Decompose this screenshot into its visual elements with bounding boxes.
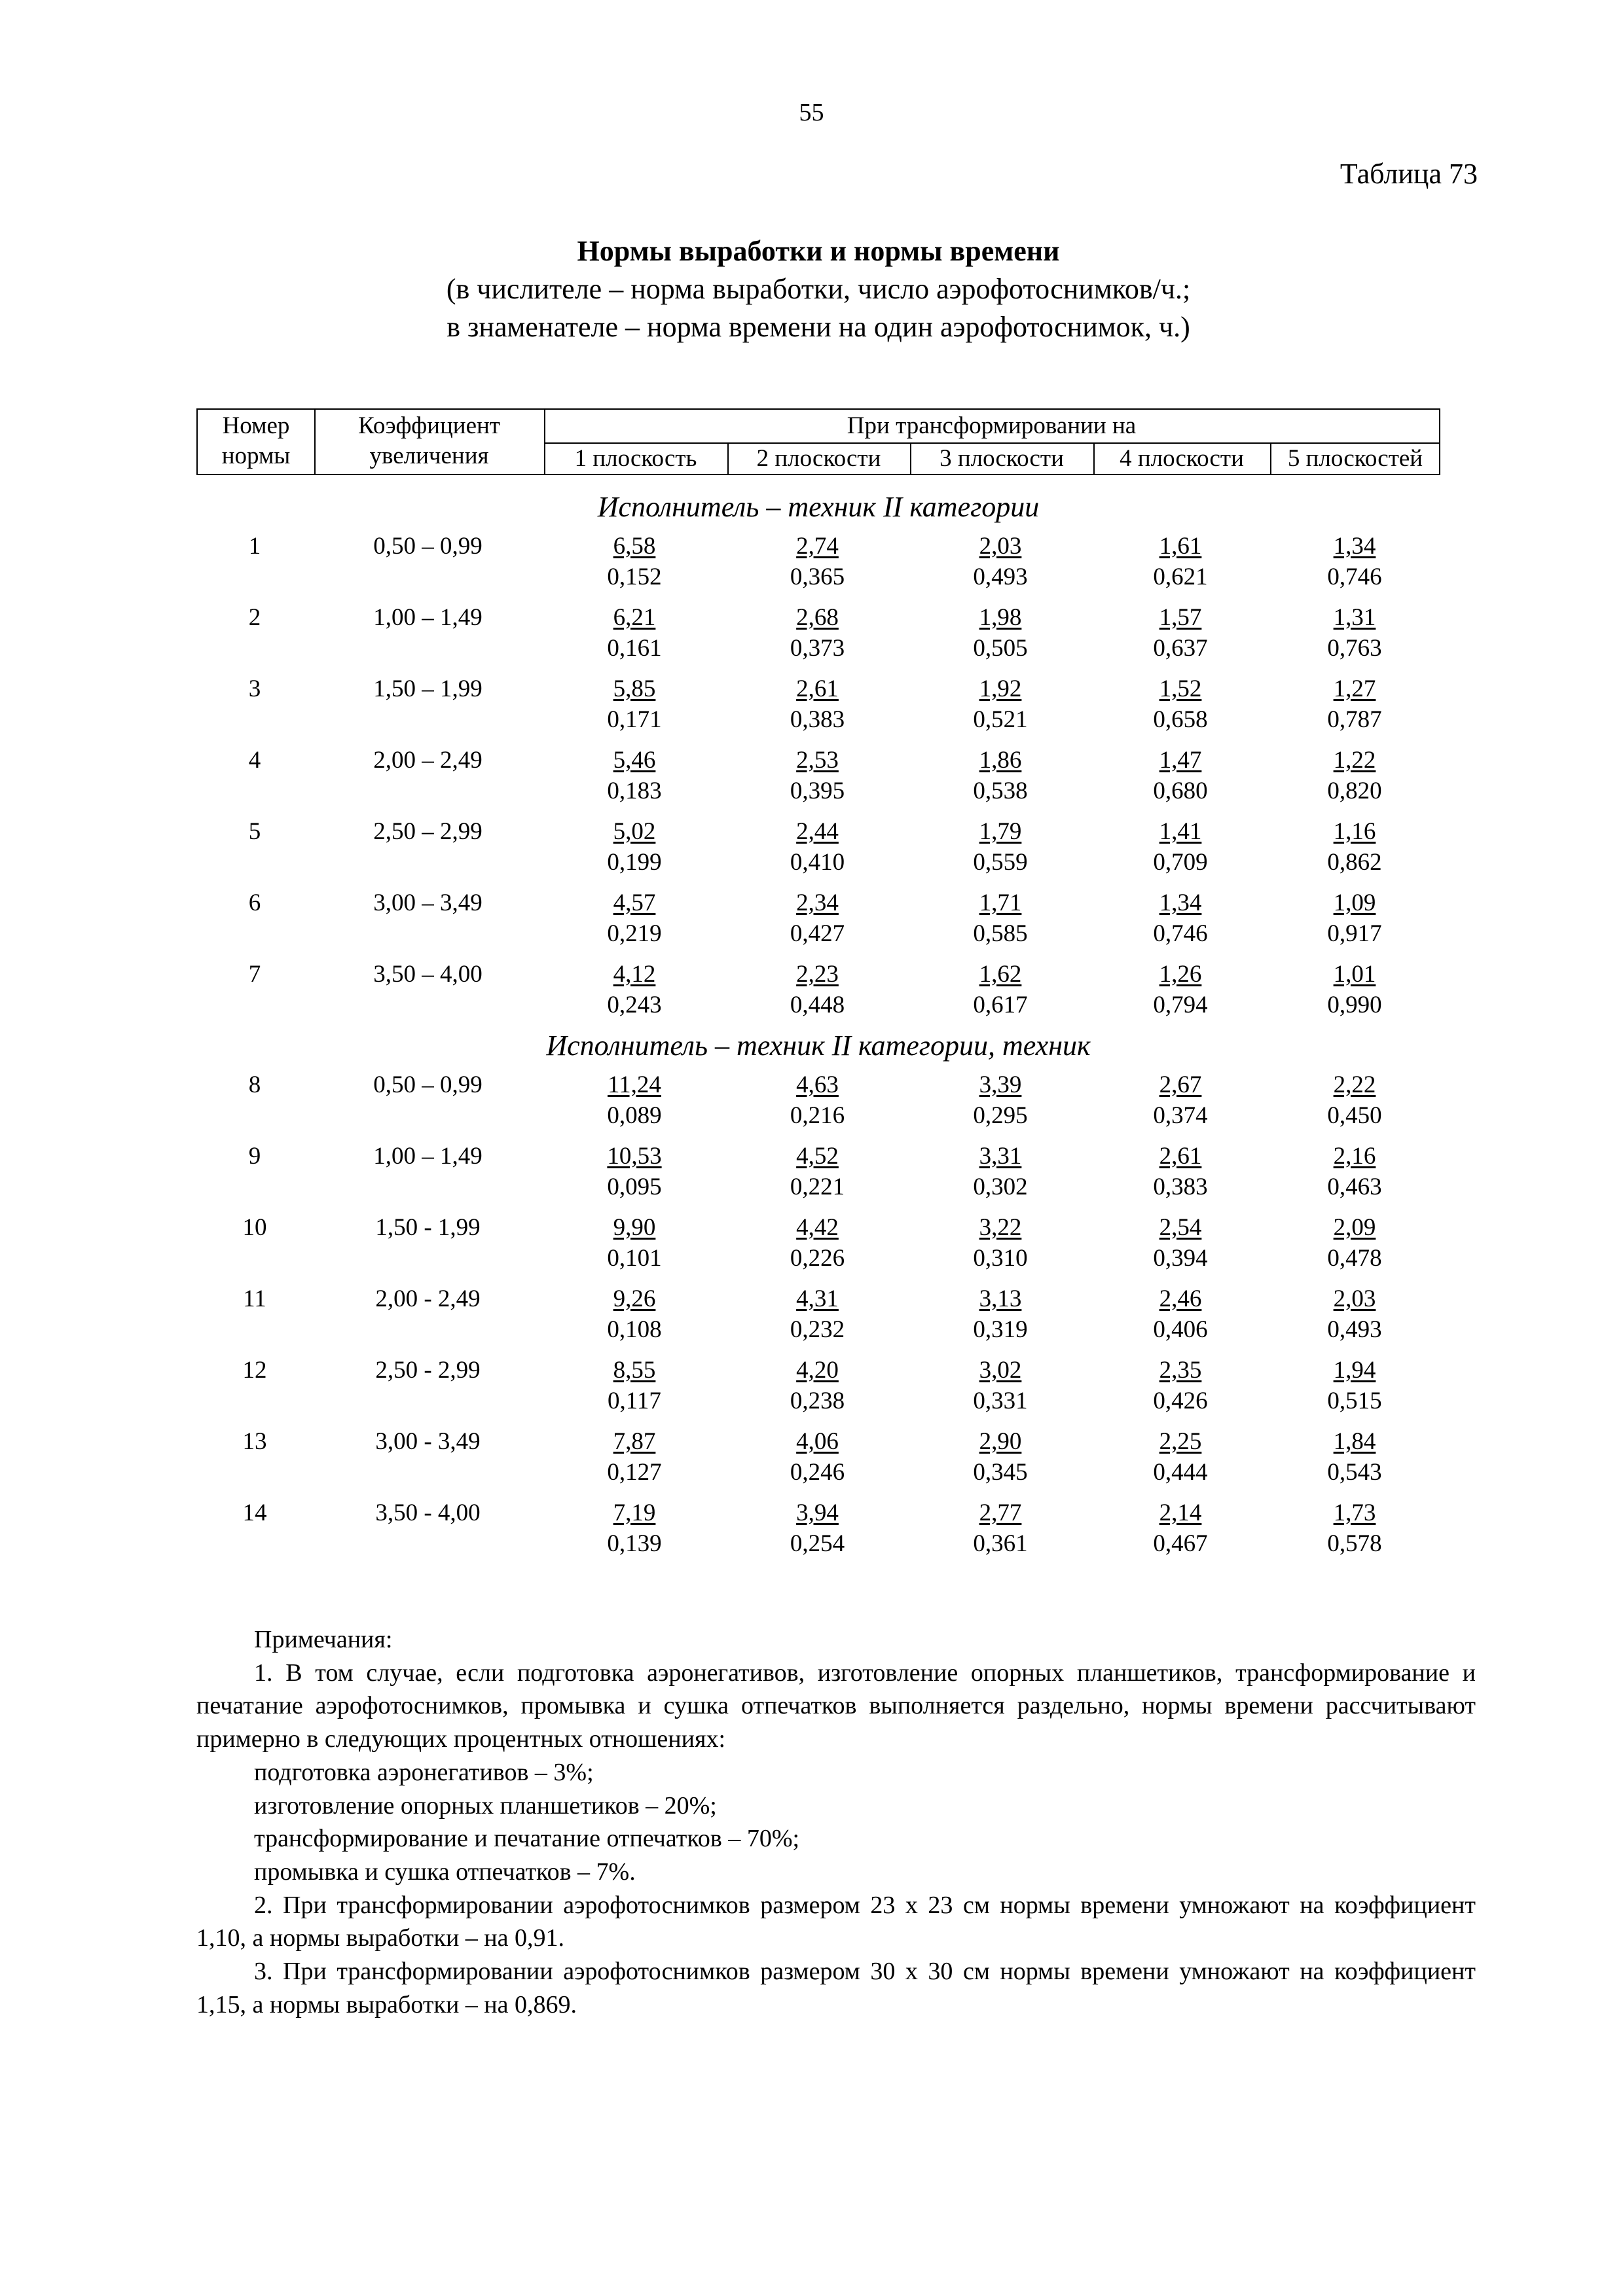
time-norm: 0,221 [790,1174,845,1200]
value-cell [726,1426,909,1488]
time-norm: 0,152 [607,564,662,590]
time-norm: 0,406 [1153,1316,1208,1343]
time-norm: 0,101 [607,1245,662,1272]
value-cell [909,1069,1092,1131]
time-norm: 0,345 [973,1459,1028,1486]
output-norm: 8,55 [613,1357,656,1384]
time-norm: 0,319 [973,1316,1028,1343]
output-norm: 7,19 [613,1499,656,1526]
output-norm: 1,52 [1159,675,1202,702]
value-cell [726,602,909,664]
norms-table [196,408,1440,1557]
output-norm: 1,79 [979,818,1022,845]
value-cell [726,531,909,592]
output-norm: 1,31 [1333,604,1376,631]
value-cell [1269,1426,1440,1488]
header-text: нормы [221,442,291,469]
time-norm: 0,383 [1153,1174,1208,1200]
output-norm: 1,57 [1159,604,1202,631]
value-cell [909,1212,1092,1274]
time-norm: 0,559 [973,849,1028,876]
value-cell [909,1426,1092,1488]
value-cell [1269,531,1440,592]
value-cell [726,1283,909,1345]
time-norm: 0,746 [1153,920,1208,947]
header-planes-2: 2 плоскости [756,445,881,472]
value-cell [726,1355,909,1416]
header-planes-1: 1 плоскость [574,445,697,472]
table-row [196,1498,1440,1563]
value-cell [543,1141,726,1202]
table-row [196,1212,1440,1278]
value-cell [1092,816,1269,878]
value-cell [726,1141,909,1202]
value-cell [543,1426,726,1488]
time-norm: 0,410 [790,849,845,876]
time-norm: 0,295 [973,1102,1028,1129]
output-norm: 1,94 [1333,1357,1376,1384]
time-norm: 0,199 [607,849,662,876]
time-norm: 0,543 [1327,1459,1382,1486]
table-row [196,1283,1440,1349]
value-cell [909,1283,1092,1345]
value-cell [1092,1212,1269,1274]
time-norm: 0,709 [1153,849,1208,876]
output-norm: 1,71 [979,889,1022,916]
norm-number: 3 [248,675,261,702]
value-cell [1092,1141,1269,1202]
time-norm: 0,374 [1153,1102,1208,1129]
value-cell [726,888,909,949]
section-heading: Исполнитель – техник II категории [597,491,1040,523]
output-norm: 2,90 [979,1428,1022,1455]
time-norm: 0,183 [607,778,662,804]
time-norm: 0,578 [1327,1530,1382,1557]
norm-number: 1 [248,533,261,560]
output-norm: 1,84 [1333,1428,1376,1455]
value-cell [543,959,726,1020]
time-norm: 0,383 [790,706,845,733]
output-norm: 7,87 [613,1428,656,1455]
value-cell [1269,959,1440,1020]
table-row [196,745,1440,810]
value-cell [1092,531,1269,592]
time-norm: 0,990 [1327,992,1382,1018]
output-norm: 2,61 [796,675,839,702]
value-cell [1092,1069,1269,1131]
value-cell [543,531,726,592]
output-norm: 1,26 [1159,961,1202,988]
output-norm: 1,34 [1333,533,1376,560]
time-norm: 0,917 [1327,920,1382,947]
output-norm: 1,09 [1333,889,1376,916]
time-norm: 0,463 [1327,1174,1382,1200]
header-planes-3: 3 плоскости [939,445,1064,472]
time-norm: 0,238 [790,1388,845,1414]
output-norm: 1,86 [979,747,1022,774]
time-norm: 0,637 [1153,635,1208,662]
output-norm: 1,73 [1333,1499,1376,1526]
time-norm: 0,395 [790,778,845,804]
value-cell [726,673,909,735]
time-norm: 0,108 [607,1316,662,1343]
header-text: увеличения [369,442,489,469]
output-norm: 1,16 [1333,818,1376,845]
time-norm: 0,219 [607,920,662,947]
time-norm: 0,478 [1327,1245,1382,1272]
time-norm: 0,127 [607,1459,662,1486]
value-cell [1092,602,1269,664]
value-cell [1092,745,1269,806]
time-norm: 0,493 [973,564,1028,590]
value-cell [1269,602,1440,664]
output-norm: 4,42 [796,1214,839,1241]
norm-number: 11 [243,1285,266,1312]
table-row [196,1069,1440,1135]
time-norm: 0,365 [790,564,845,590]
time-norm: 0,746 [1327,564,1382,590]
norm-number: 12 [242,1357,267,1384]
value-cell [1092,673,1269,735]
header-group: При трансформировании на [847,412,1137,439]
output-norm: 2,16 [1333,1143,1376,1170]
output-norm: 4,20 [796,1357,839,1384]
time-norm: 0,515 [1327,1388,1382,1414]
value-cell [1269,1212,1440,1274]
output-norm: 6,21 [613,604,656,631]
value-cell [909,531,1092,592]
output-norm: 1,01 [1333,961,1376,988]
output-norm: 5,85 [613,675,656,702]
header-text: Номер [222,412,290,439]
value-cell [1269,1069,1440,1131]
output-norm: 2,23 [796,961,839,988]
coefficient-range: 0,50 – 0,99 [373,533,483,560]
note-item: трансформирование и печатание отпечатков – 70%; [254,1825,800,1853]
table-row [196,1141,1440,1206]
value-cell [726,1069,909,1131]
time-norm: 0,787 [1327,706,1382,733]
output-norm: 1,22 [1333,747,1376,774]
value-cell [909,745,1092,806]
output-norm: 1,47 [1159,747,1202,774]
value-cell [543,1283,726,1345]
value-cell [1269,745,1440,806]
norm-number: 7 [248,961,261,988]
time-norm: 0,243 [607,992,662,1018]
value-cell [543,1498,726,1559]
table-row [196,1426,1440,1492]
norm-number: 13 [242,1428,267,1455]
output-norm: 3,02 [979,1357,1022,1384]
time-norm: 0,232 [790,1316,845,1343]
subtitle-line: (в числителе – норма выработки, число аэрофотоснимков/ч.; [446,273,1191,305]
coefficient-range: 0,50 – 0,99 [373,1071,483,1098]
output-norm: 2,22 [1333,1071,1376,1098]
value-cell [1092,1355,1269,1416]
output-norm: 2,35 [1159,1357,1202,1384]
title-block [196,232,1440,346]
value-cell [909,602,1092,664]
norm-number: 2 [248,604,261,631]
coefficient-range: 2,00 – 2,49 [373,747,483,774]
norm-number: 10 [242,1214,267,1241]
output-norm: 10,53 [607,1143,662,1170]
section-heading: Исполнитель – техник II категории, техник [546,1030,1091,1062]
coefficient-range: 1,50 – 1,99 [373,675,483,702]
output-norm: 2,74 [796,533,839,560]
output-norm: 2,61 [1159,1143,1202,1170]
time-norm: 0,331 [973,1388,1028,1414]
output-norm: 2,34 [796,889,839,916]
value-cell [909,1498,1092,1559]
page-number: 55 [799,99,824,126]
coefficient-range: 1,00 – 1,49 [373,1143,483,1170]
time-norm: 0,763 [1327,635,1382,662]
value-cell [909,1355,1092,1416]
output-norm: 1,41 [1159,818,1202,845]
value-cell [909,888,1092,949]
time-norm: 0,658 [1153,706,1208,733]
output-norm: 1,92 [979,675,1022,702]
output-norm: 11,24 [608,1071,661,1098]
output-norm: 3,22 [979,1214,1022,1241]
time-norm: 0,444 [1153,1459,1208,1486]
value-cell [1092,959,1269,1020]
time-norm: 0,139 [607,1530,662,1557]
output-norm: 4,63 [796,1071,839,1098]
time-norm: 0,302 [973,1174,1028,1200]
header-text: Коэффициент [358,412,500,439]
output-norm: 1,34 [1159,889,1202,916]
table-row [196,816,1440,882]
header-planes-5: 5 плоскостей [1287,445,1423,472]
time-norm: 0,467 [1153,1530,1208,1557]
note-1: 1. В том случае, если подготовка аэронегативов, изготовление опорных планшетиков, трансформирование и печатание аэрофотоснимков, промывка и сушка отпечатков выполняется раздельно, нормы времени рассчитывают примерно в следующих процентных отношениях: [196,1659,1476,1753]
table-row [196,959,1440,1024]
time-norm: 0,089 [607,1102,662,1129]
coefficient-range: 1,50 - 1,99 [375,1214,481,1241]
value-cell [1092,1498,1269,1559]
time-norm: 0,246 [790,1459,845,1486]
output-norm: 9,26 [613,1285,656,1312]
value-cell [909,1141,1092,1202]
time-norm: 0,450 [1327,1102,1382,1129]
table-row [196,888,1440,953]
table-label: Таблица 73 [1340,158,1478,190]
norm-number: 14 [242,1499,267,1526]
output-norm: 2,14 [1159,1499,1202,1526]
table-row [196,602,1440,668]
table-title: Нормы выработки и нормы времени [577,235,1060,267]
note-item: промывка и сушка отпечатков – 7%. [254,1857,636,1886]
time-norm: 0,505 [973,635,1028,662]
time-norm: 0,617 [973,992,1028,1018]
output-norm: 5,46 [613,747,656,774]
coefficient-range: 3,00 - 3,49 [375,1428,481,1455]
value-cell [543,816,726,878]
output-norm: 3,13 [979,1285,1022,1312]
value-cell [1092,1426,1269,1488]
time-norm: 0,448 [790,992,845,1018]
time-norm: 0,161 [607,635,662,662]
note-item: изготовление опорных планшетиков – 20%; [254,1791,717,1820]
output-norm: 4,52 [796,1143,839,1170]
time-norm: 0,310 [973,1245,1028,1272]
value-cell [726,816,909,878]
output-norm: 3,94 [796,1499,839,1526]
value-cell [543,1069,726,1131]
time-norm: 0,394 [1153,1245,1208,1272]
output-norm: 2,03 [979,533,1022,560]
output-norm: 1,27 [1333,675,1376,702]
value-cell [1269,1283,1440,1345]
norm-number: 9 [248,1143,261,1170]
output-norm: 1,61 [1159,533,1202,560]
value-cell [726,1212,909,1274]
time-norm: 0,254 [790,1530,845,1557]
header-planes-4: 4 плоскости [1120,445,1244,472]
norm-number: 8 [248,1071,261,1098]
table-row [196,1355,1440,1420]
time-norm: 0,373 [790,635,845,662]
output-norm: 4,31 [796,1285,839,1312]
value-cell [1092,1283,1269,1345]
value-cell [726,1498,909,1559]
output-norm: 2,67 [1159,1071,1202,1098]
norm-number: 6 [248,889,261,916]
output-norm: 6,58 [613,533,656,560]
value-cell [909,816,1092,878]
output-norm: 2,46 [1159,1285,1202,1312]
value-cell [1269,673,1440,735]
value-cell [543,1355,726,1416]
value-cell [543,888,726,949]
coefficient-range: 2,50 - 2,99 [375,1357,481,1384]
output-norm: 2,77 [979,1499,1022,1526]
time-norm: 0,216 [790,1102,845,1129]
value-cell [909,673,1092,735]
notes [196,1623,1476,2021]
output-norm: 3,39 [979,1071,1022,1098]
output-norm: 2,03 [1333,1285,1376,1312]
time-norm: 0,585 [973,920,1028,947]
time-norm: 0,538 [973,778,1028,804]
value-cell [543,1212,726,1274]
header-norm-number [198,411,314,471]
value-cell [726,959,909,1020]
value-cell [1092,888,1269,949]
value-cell [543,673,726,735]
time-norm: 0,427 [790,920,845,947]
coefficient-range: 3,00 – 3,49 [373,889,483,916]
time-norm: 0,426 [1153,1388,1208,1414]
output-norm: 1,98 [979,604,1022,631]
output-norm: 5,02 [613,818,656,845]
table-row [196,673,1440,739]
output-norm: 2,09 [1333,1214,1376,1241]
output-norm: 2,25 [1159,1428,1202,1455]
output-norm: 3,31 [979,1143,1022,1170]
output-norm: 9,90 [613,1214,656,1241]
table-header [196,408,1440,475]
value-cell [1269,1498,1440,1559]
value-cell [1269,1355,1440,1416]
output-norm: 4,57 [613,889,656,916]
subtitle-line: в знаменателе – норма времени на один аэрофотоснимок, ч.) [447,311,1190,343]
time-norm: 0,361 [973,1530,1028,1557]
time-norm: 0,095 [607,1174,662,1200]
value-cell [909,959,1092,1020]
time-norm: 0,794 [1153,992,1208,1018]
time-norm: 0,820 [1327,778,1382,804]
value-cell [1269,888,1440,949]
value-cell [543,602,726,664]
time-norm: 0,226 [790,1245,845,1272]
time-norm: 0,117 [608,1388,661,1414]
value-cell [1269,816,1440,878]
time-norm: 0,680 [1153,778,1208,804]
value-cell [543,745,726,806]
norm-number: 5 [248,818,261,845]
time-norm: 0,621 [1153,564,1208,590]
note-3: 3. При трансформировании аэрофотоснимков размером 30 х 30 см нормы времени умножают на коэффициент 1,15, а нормы выработки – на 0,869. [196,1958,1476,2018]
norm-number: 4 [248,747,261,774]
note-item: подготовка аэронегативов – 3%; [254,1758,594,1786]
notes-heading: Примечания: [254,1626,393,1653]
coefficient-range: 3,50 – 4,00 [373,961,483,988]
output-norm: 2,54 [1159,1214,1202,1241]
note-2: 2. При трансформировании аэрофотоснимков размером 23 х 23 см нормы времени умножают на коэффициент 1,10, а нормы выработки – на 0,91. [196,1891,1476,1952]
output-norm: 2,53 [796,747,839,774]
output-norm: 2,44 [796,818,839,845]
value-cell [726,745,909,806]
time-norm: 0,862 [1327,849,1382,876]
header-coefficient [314,411,544,471]
time-norm: 0,493 [1327,1316,1382,1343]
output-norm: 2,68 [796,604,839,631]
coefficient-range: 1,00 – 1,49 [373,604,483,631]
value-cell [1269,1141,1440,1202]
time-norm: 0,171 [607,706,662,733]
coefficient-range: 3,50 - 4,00 [375,1499,481,1526]
output-norm: 1,62 [979,961,1022,988]
output-norm: 4,06 [796,1428,839,1455]
output-norm: 4,12 [613,961,656,988]
time-norm: 0,521 [973,706,1028,733]
table-row [196,531,1440,596]
coefficient-range: 2,50 – 2,99 [373,818,483,845]
coefficient-range: 2,00 - 2,49 [375,1285,481,1312]
